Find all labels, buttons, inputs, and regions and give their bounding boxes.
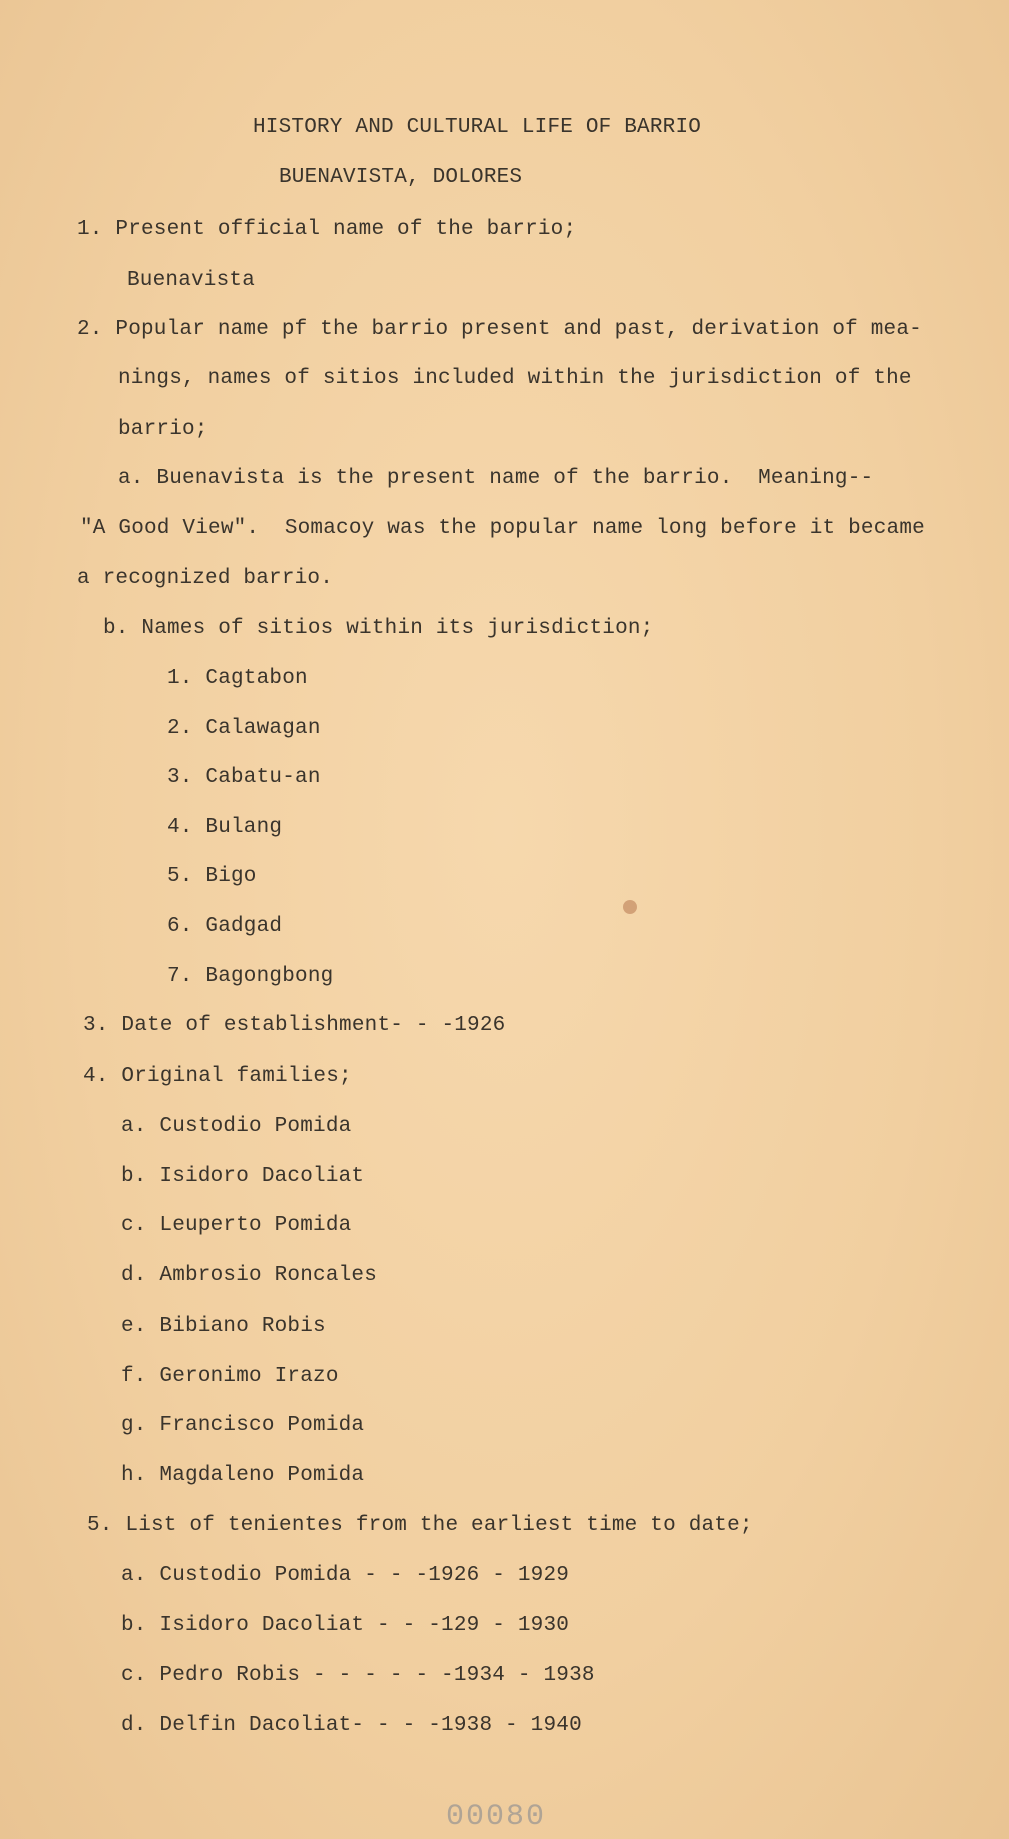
list-item: d. Delfin Dacoliat- - - -1938 - 1940: [121, 1714, 582, 1737]
list-item: f. Geronimo Irazo: [121, 1365, 339, 1388]
list-item: e. Bibiano Robis: [121, 1315, 326, 1338]
text-line: 4. Original families;: [83, 1065, 352, 1088]
document-subtitle: BUENAVISTA, DOLORES: [279, 166, 523, 189]
list-item: c. Pedro Robis - - - - - -1934 - 1938: [121, 1664, 595, 1687]
text-line: "A Good View". Somacoy was the popular name long before it became: [80, 517, 925, 540]
list-item: c. Leuperto Pomida: [121, 1214, 352, 1237]
text-line: barrio;: [118, 418, 208, 441]
list-item: 4. Bulang: [167, 816, 283, 839]
list-item: d. Ambrosio Roncales: [121, 1264, 378, 1287]
list-item: b. Isidoro Dacoliat: [121, 1165, 365, 1188]
text-line: Buenavista: [127, 269, 256, 292]
list-item: b. Isidoro Dacoliat - - -129 - 1930: [121, 1614, 570, 1637]
list-item: 7. Bagongbong: [167, 965, 334, 988]
text-line: nings, names of sitios included within the jurisdiction of the: [118, 367, 912, 390]
text-line: 2. Popular name pf the barrio present and past, derivation of mea-: [77, 318, 922, 341]
list-item: 1. Cagtabon: [167, 667, 308, 690]
text-line: 1. Present official name of the barrio;: [77, 218, 577, 241]
text-line: 3. Date of establishment- - -1926: [83, 1014, 506, 1037]
document-title: HISTORY AND CULTURAL LIFE OF BARRIO: [253, 116, 702, 139]
text-line: a. Buenavista is the present name of the barrio. Meaning--: [118, 467, 874, 490]
list-item: a. Custodio Pomida: [121, 1115, 352, 1138]
stain-mark: [623, 900, 637, 914]
list-item: 6. Gadgad: [167, 915, 283, 938]
page-stamp: 00080: [446, 1800, 547, 1834]
text-line: b. Names of sitios within its jurisdiction;: [103, 617, 654, 640]
list-item: 3. Cabatu-an: [167, 766, 321, 789]
list-item: 2. Calawagan: [167, 717, 321, 740]
list-item: 5. Bigo: [167, 865, 257, 888]
list-item: a. Custodio Pomida - - -1926 - 1929: [121, 1564, 570, 1587]
list-item: h. Magdaleno Pomida: [121, 1464, 365, 1487]
list-item: g. Francisco Pomida: [121, 1414, 365, 1437]
text-line: a recognized barrio.: [77, 567, 334, 590]
text-line: 5. List of tenientes from the earliest time to date;: [87, 1514, 753, 1537]
